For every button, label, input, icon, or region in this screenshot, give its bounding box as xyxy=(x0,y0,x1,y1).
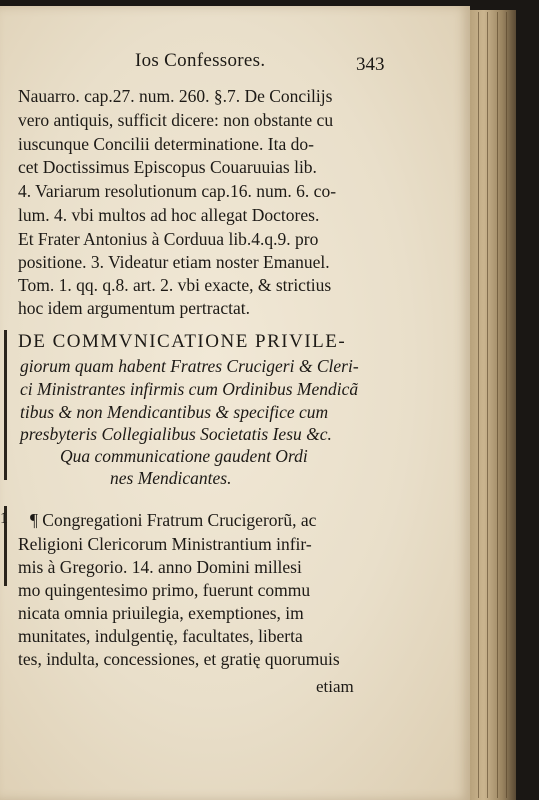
text-line: Religioni Clericorum Ministrantium infir- xyxy=(18,534,312,554)
text-line: mo quingentesimo primo, fuerunt commu xyxy=(18,580,311,600)
page-edge-line xyxy=(478,12,479,798)
text-line: hoc idem argumentum pertractat. xyxy=(18,298,250,318)
text-line: lum. 4. vbi multos ad hoc allegat Doctores. xyxy=(18,205,320,225)
page-edge-line xyxy=(497,12,498,798)
section-subtitle-line: nes Mendicantes. xyxy=(110,468,232,488)
text-line: Et Frater Antonius à Corduua lib.4.q.9. pro xyxy=(18,229,319,249)
section-heading: DE COMMVNICATIONE PRIVILE- xyxy=(18,331,347,352)
margin-number: 1 xyxy=(0,510,8,527)
text-line: munitates, indulgentię, facultates, liberta xyxy=(18,626,303,646)
text-line: iuscunque Concilii determinatione. Ita do- xyxy=(18,134,314,154)
section-subtitle-line: Qua communicatione gaudent Ordi xyxy=(60,446,308,466)
text-line: Nauarro. cap.27. num. 260. §.7. De Concilijs xyxy=(18,86,333,106)
text-line: cet Doctissimus Episcopus Couaruuias lib. xyxy=(18,157,317,177)
text-line: tes, indulta, concessiones, et gratię quorumuis xyxy=(18,649,340,669)
page-edges xyxy=(470,10,516,800)
text-line: mis à Gregorio. 14. anno Domini millesi xyxy=(18,557,302,577)
page-edge-line xyxy=(487,12,488,798)
catchword: etiam xyxy=(316,677,354,696)
section-subtitle-line: ci Ministrantes infirmis cum Ordinibus Mendicã xyxy=(20,379,359,399)
section-subtitle-line: presbyteris Collegialibus Societatis Iesu &c. xyxy=(20,424,332,444)
running-header: Ios Confessores. xyxy=(135,50,266,71)
section-subtitle-line: giorum quam habent Fratres Crucigeri & Cleri- xyxy=(20,356,359,376)
page-number: 343 xyxy=(356,54,385,75)
text-line: 4. Variarum resolutionum cap.16. num. 6. co- xyxy=(18,181,337,201)
margin-rule xyxy=(4,330,7,480)
text-line: Tom. 1. qq. q.8. art. 2. vbi exacte, & strictius xyxy=(18,275,332,295)
text-line: positione. 3. Videatur etiam noster Emanuel. xyxy=(18,252,330,272)
section-subtitle-line: tibus & non Mendicantibus & specifice cum xyxy=(20,402,329,422)
text-line: vero antiquis, sufficit dicere: non obstante cu xyxy=(18,110,334,130)
text-line: nicata omnia priuilegia, exemptiones, im xyxy=(18,603,304,623)
page-edge-line xyxy=(506,12,507,798)
text-line: ¶ Congregationi Fratrum Crucigerorũ, ac xyxy=(30,510,317,530)
